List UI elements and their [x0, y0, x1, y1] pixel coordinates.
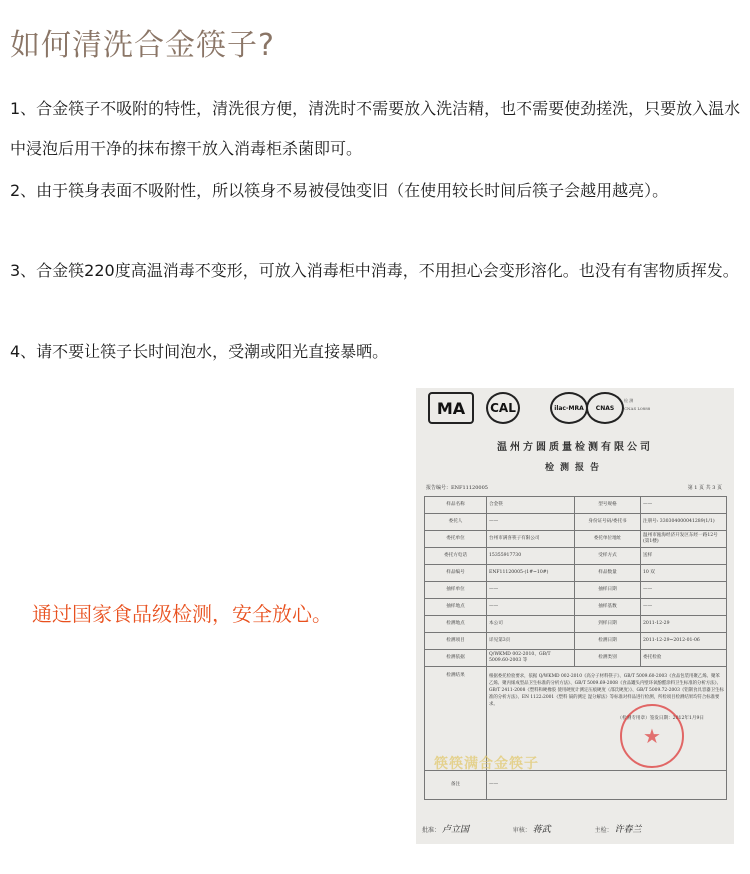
table-cell: 检测项目 [425, 633, 487, 650]
table-cell: 2011-12-29~2012-01-06 [641, 633, 727, 650]
table-cell: 委托方电话 [425, 548, 487, 565]
signature-row [422, 822, 728, 835]
table-cell: 受样方式 [575, 548, 641, 565]
ilac-mra-logo: ilac-MRA [550, 392, 588, 424]
tester-signature: 许春兰 [614, 825, 642, 835]
table-cell: 委托人 [425, 514, 487, 531]
report-title: 检测报告 [544, 463, 605, 473]
paragraph-cleaning: 1、合金筷子不吸附的特性，清洗很方便，清洗时不需要放入洗洁精，也不需要使劲搓洗，只要放入温水中浸泡后用干净的抹布擦干放入消毒柜杀菌即可。 [10, 99, 741, 158]
table-cell: —— [641, 582, 727, 599]
table-cell: 抽样地点 [425, 599, 487, 616]
reviewer-label: 审核： [512, 827, 531, 834]
table-cell: 注册号: 330304000041289(1/1) [641, 514, 727, 531]
table-cell: 10 双 [641, 565, 727, 582]
cal-logo: CAL [486, 392, 520, 424]
red-seal-stamp-icon: ★ [620, 704, 684, 768]
paragraph-storage-warning: 4、请不要让筷子长时间泡水，受潮或阳光直接暴晒。 [10, 342, 389, 361]
notes-value: —— [487, 771, 727, 800]
reviewer-signature: 蒋武 [532, 825, 551, 835]
testing-org-name: 温州方圆质量检测有限公司 [497, 442, 653, 453]
table-cell: 合金筷 [487, 497, 575, 514]
table-cell: 检测依据 [425, 650, 487, 667]
table-cell: —— [487, 582, 575, 599]
table-row [425, 616, 727, 633]
table-cell: 抽样日期 [575, 582, 641, 599]
approver-signature: 卢立国 [441, 825, 469, 835]
table-cell: 台州市满喜筷子有限公司 [487, 531, 575, 548]
table-cell: 身份证号码/委托书 [575, 514, 641, 531]
table-cell: 检测类别 [575, 650, 641, 667]
table-row [425, 497, 727, 514]
certification-logos [428, 392, 728, 428]
table-cell: —— [487, 514, 575, 531]
cnas-sub-label: 检 测 [624, 398, 634, 403]
conclusion-text: 根据委托检验要求，依据 Q/WKMD 002-2010《高分子材料筷子》、GB/T 5009.60-2003《食品包装用聚乙烯、聚苯乙烯、聚丙烯成型品卫生标准的分析方法》、GB/T 5009.69-2008《食品罐头内壁环氧酚醛涂料卫生标准的分析方法》、GB/T 2411-2008《塑料和硬橡胶 使用硬度计测定压痕硬度（邵氏硬度）》、GB/T 5009.72-2003《铝制食具容器卫生标准的分析方法》、EN 1122:2001《塑料 镉的测定 湿分解法》等标准对样品进行检测，所检项目检测结果均符合标准要求。 [489, 674, 724, 707]
table-cell: —— [487, 599, 575, 616]
paragraph-heat-resistance: 3、合金筷220度高温消毒不变形，可放入消毒柜中消毒，不用担心会变形溶化。也没有有害物质挥发。 [10, 261, 739, 280]
ma-logo: MA [428, 392, 474, 424]
table-cell: 检测地点 [425, 616, 487, 633]
table-row [425, 633, 727, 650]
promo-safety-text: 通过国家食品级检测，安全放心。 [32, 602, 332, 626]
table-row [425, 565, 727, 582]
table-cell: 抽样基数 [575, 599, 641, 616]
table-cell: 样品编号 [425, 565, 487, 582]
table-row [425, 582, 727, 599]
table-cell: 15355917730 [487, 548, 575, 565]
table-cell: 样品数量 [575, 565, 641, 582]
table-cell: 详见第3页 [487, 633, 575, 650]
table-cell: ENF11120005-(1#~10#) [487, 565, 575, 582]
table-row [425, 514, 727, 531]
table-cell: 2011-12-29 [641, 616, 727, 633]
table-cell: 委托检验 [641, 650, 727, 667]
report-number: 报告编号：ENF11120005 [426, 485, 488, 491]
table-row [425, 599, 727, 616]
issue-date: （检测专用章）签发日期：2012年1月9日 [617, 716, 704, 721]
cnas-logo: CNAS [586, 392, 624, 424]
table-cell: 样品名称 [425, 497, 487, 514]
table-cell: —— [641, 599, 727, 616]
paragraph-non-absorbent: 2、由于筷身表面不吸附性，所以筷身不易被侵蚀变旧（在使用较长时间后筷子会越用越亮）。 [10, 181, 669, 200]
tester-label: 主检： [594, 827, 613, 834]
approver-label: 批准： [422, 827, 441, 834]
conclusion-label: 检测结果 [425, 667, 487, 771]
page-title: 如何清洗合金筷子? [10, 28, 275, 63]
table-row [425, 548, 727, 565]
notes-label: 备注 [425, 771, 487, 800]
inspection-certificate-image [416, 388, 734, 844]
table-cell: 温州市瓯海经济开发区东经一路12号(第1楼) [641, 531, 727, 548]
table-cell: 型号规格 [575, 497, 641, 514]
table-cell: Q/WKMD 002-2010、GB/T 5009.60-2003 等 [487, 650, 575, 667]
table-cell: 抽样单位 [425, 582, 487, 599]
brand-watermark: 筷筷满合金筷子 [434, 756, 539, 772]
report-page-number: 第 1 页 共 3 页 [687, 485, 722, 491]
table-cell: 到样日期 [575, 616, 641, 633]
table-cell: 本公司 [487, 616, 575, 633]
table-row [425, 531, 727, 548]
table-cell: 委托单位地址 [575, 531, 641, 548]
cnas-code: CNAS L0888 [624, 406, 651, 411]
table-row-notes [425, 771, 727, 800]
table-row [425, 650, 727, 667]
table-cell: 委托单位 [425, 531, 487, 548]
table-cell: —— [641, 497, 727, 514]
table-cell: 送样 [641, 548, 727, 565]
table-cell: 检测日期 [575, 633, 641, 650]
